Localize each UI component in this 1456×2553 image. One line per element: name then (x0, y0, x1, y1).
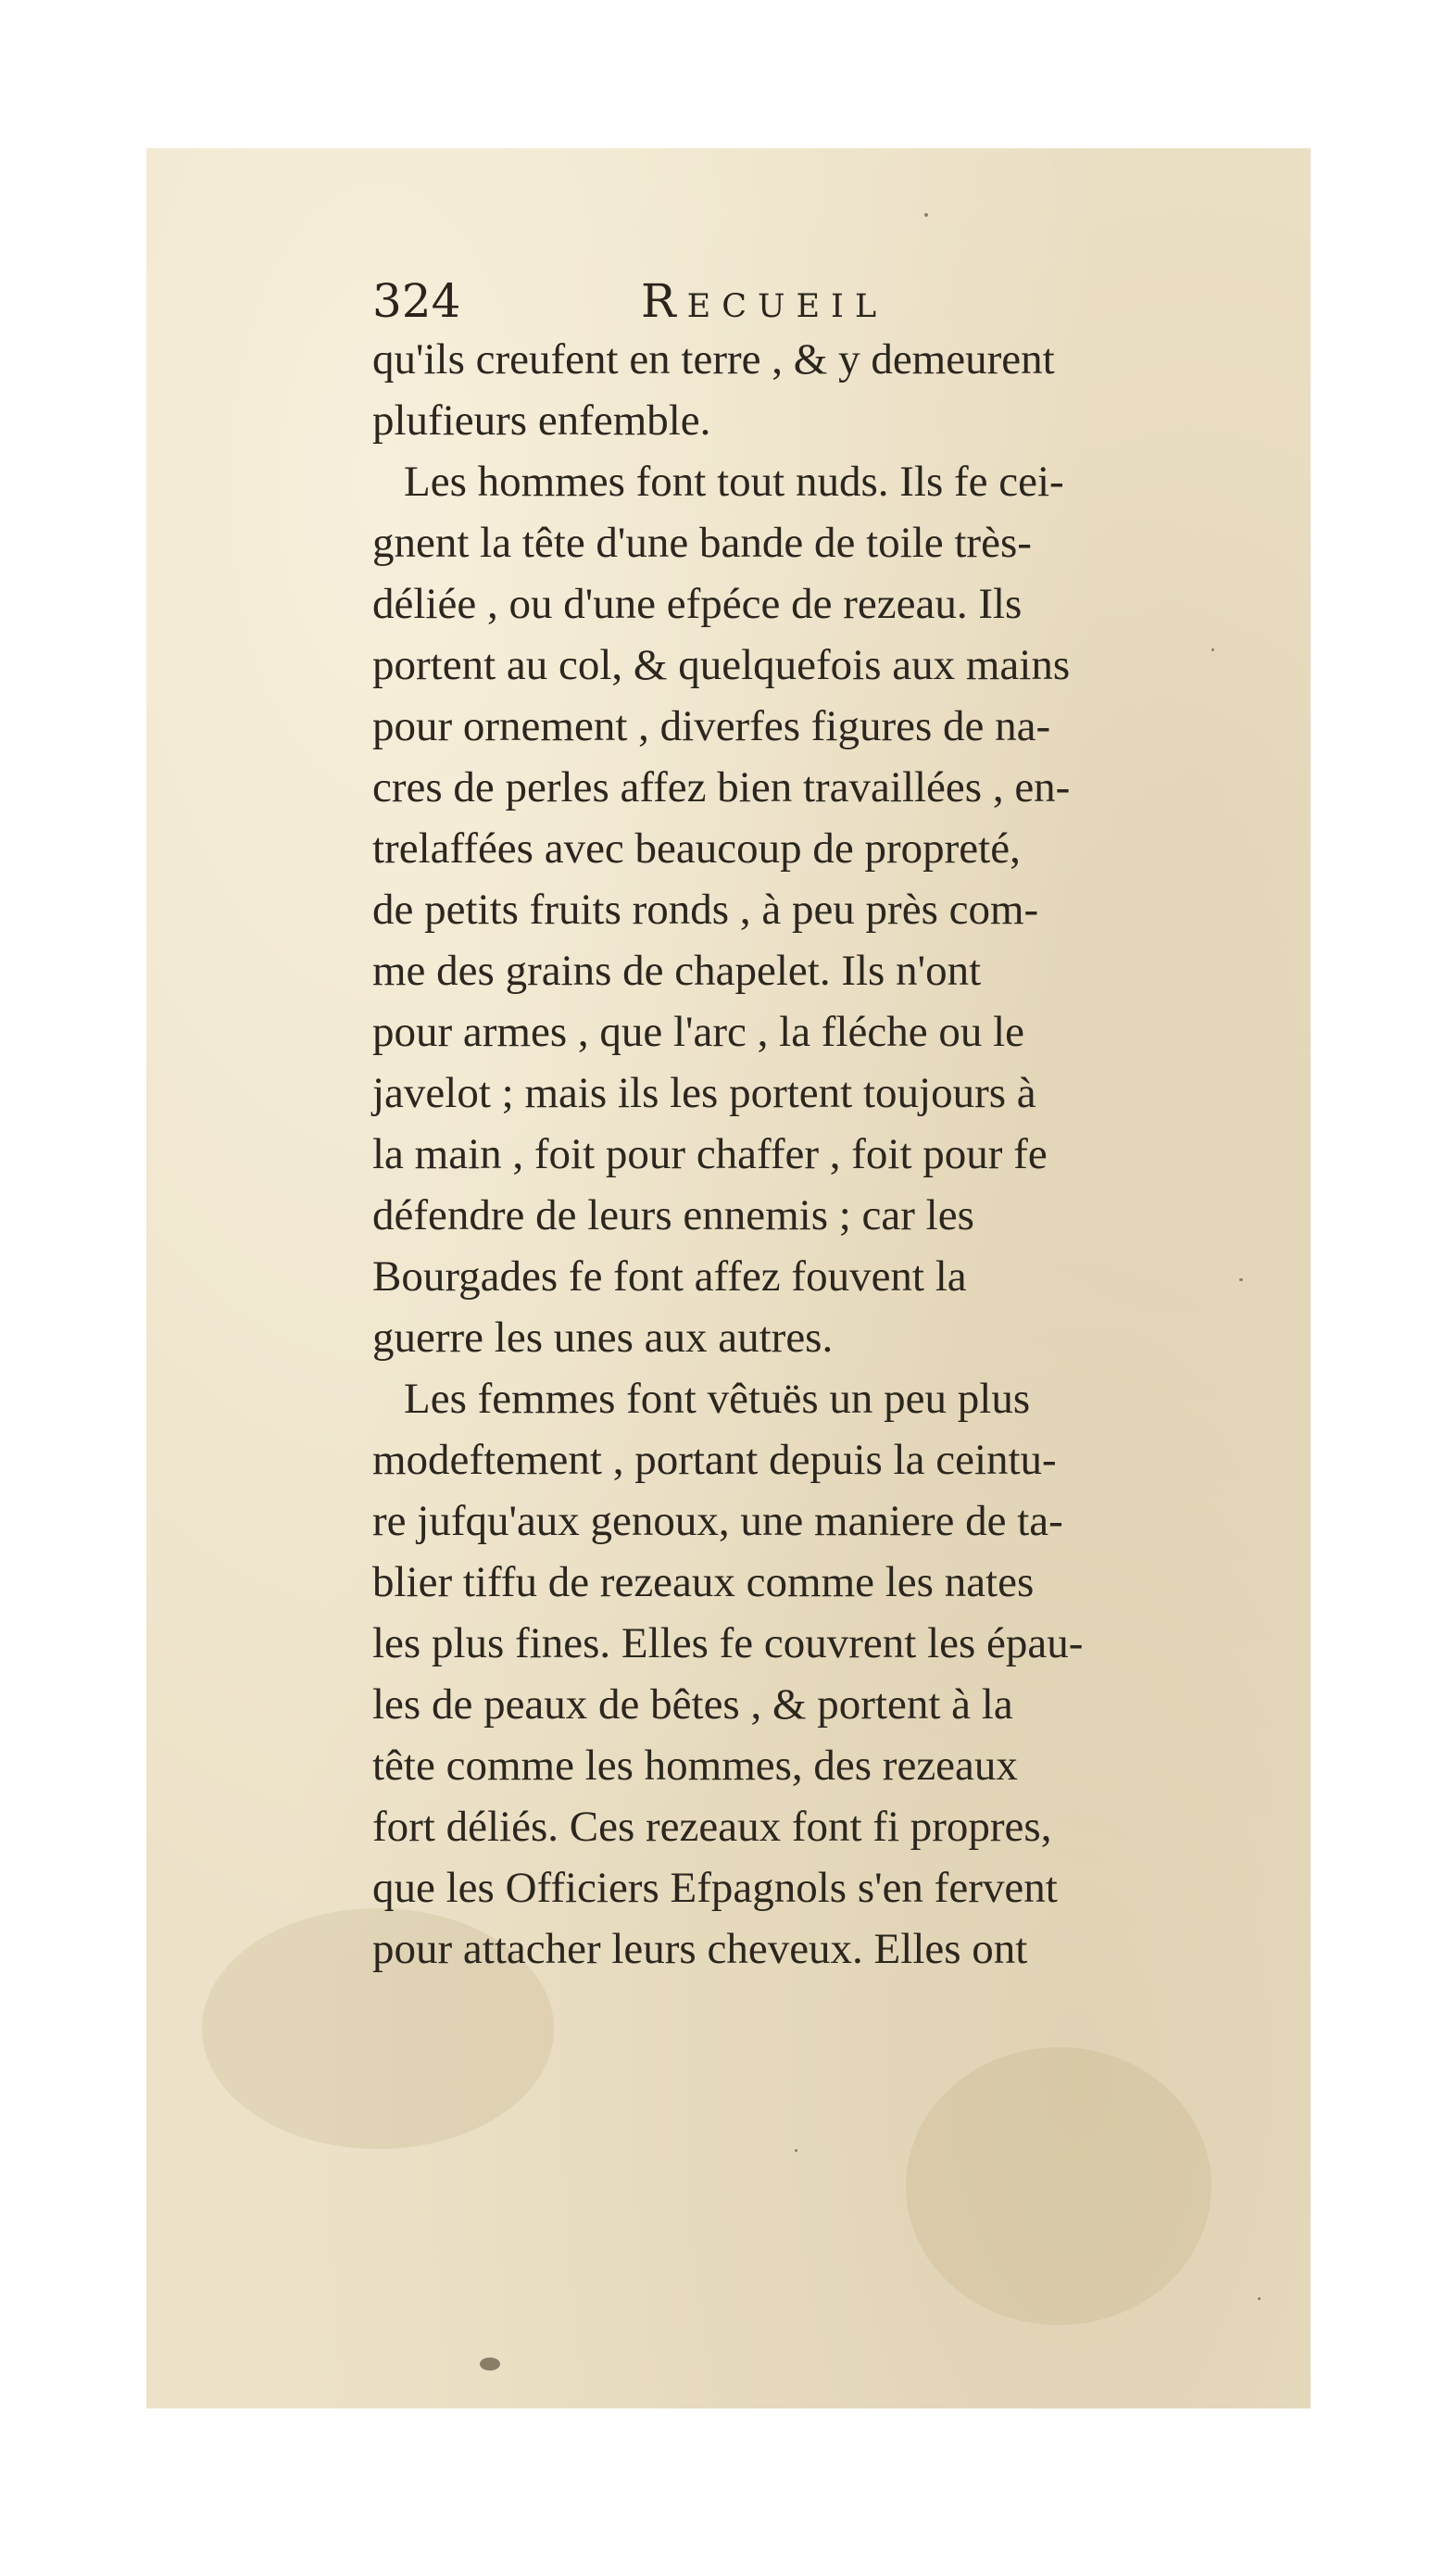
text-line: me des grains de chapelet. Ils n'ont (372, 947, 982, 995)
ink-speck (480, 2358, 500, 2371)
text-line: cres de perles affez bien travaillées , en- (372, 763, 1071, 811)
text-line: tête comme les hommes, des rezeaux (372, 1742, 1018, 1790)
ink-speck (1258, 2297, 1261, 2300)
text-line: javelot ; mais ils les portent toujours à (372, 1069, 1036, 1117)
page-header (372, 269, 928, 333)
text-line: pour ornement , diverfes figures de na- (372, 702, 1051, 750)
ink-speck (1211, 648, 1214, 651)
paragraph-start-line: Les femmes font vêtuës un peu plus (404, 1375, 1031, 1423)
ink-speck (1239, 1278, 1243, 1281)
text-line: gnent la tête d'une bande de toile très- (372, 519, 1032, 567)
text-line: Bourgades fe font affez fouvent la (372, 1252, 967, 1301)
text-line: déliée , ou d'une efpéce de rezeau. Ils (372, 580, 1023, 628)
text-line: la main , foit pour chaffer , foit pour fe (372, 1130, 1048, 1178)
ink-speck (795, 2149, 797, 2152)
book-page (146, 148, 1311, 2408)
paper-stain (906, 2047, 1211, 2325)
text-line: trelaffées avec beaucoup de propreté, (372, 824, 1021, 873)
text-line: plufieurs enfemble. (372, 396, 711, 445)
text-line: que les Officiers Efpagnols s'en fervent (372, 1864, 1058, 1912)
text-line: fort déliés. Ces rezeaux font fi propres, (372, 1803, 1052, 1851)
running-head: Recueil (641, 274, 888, 328)
text-line: défendre de leurs ennemis ; car les (372, 1191, 974, 1239)
text-line: de petits fruits ronds , à peu près com- (372, 886, 1039, 934)
text-line: guerre les unes aux autres. (372, 1314, 834, 1362)
text-line: pour attacher leurs cheveux. Elles ont (372, 1925, 1028, 1973)
paragraph-start-line: Les hommes font tout nuds. Ils fe cei- (404, 458, 1064, 506)
text-line: les plus fines. Elles fe couvrent les épau- (372, 1619, 1084, 1667)
body-text (372, 329, 1252, 1980)
text-line: re jufqu'aux genoux, une maniere de ta- (372, 1497, 1063, 1545)
text-line: qu'ils creufent en terre , & y demeurent (372, 335, 1055, 384)
ink-speck (924, 213, 928, 217)
text-line: portent au col, & quelquefois aux mains (372, 641, 1071, 689)
page-number: 324 (372, 274, 461, 328)
text-line: modeftement , portant depuis la ceintu- (372, 1436, 1057, 1484)
text-line: pour armes , que l'arc , la fléche ou le (372, 1008, 1025, 1056)
text-line: les de peaux de bêtes , & portent à la (372, 1680, 1013, 1729)
text-line: blier tiffu de rezeaux comme les nates (372, 1558, 1035, 1606)
